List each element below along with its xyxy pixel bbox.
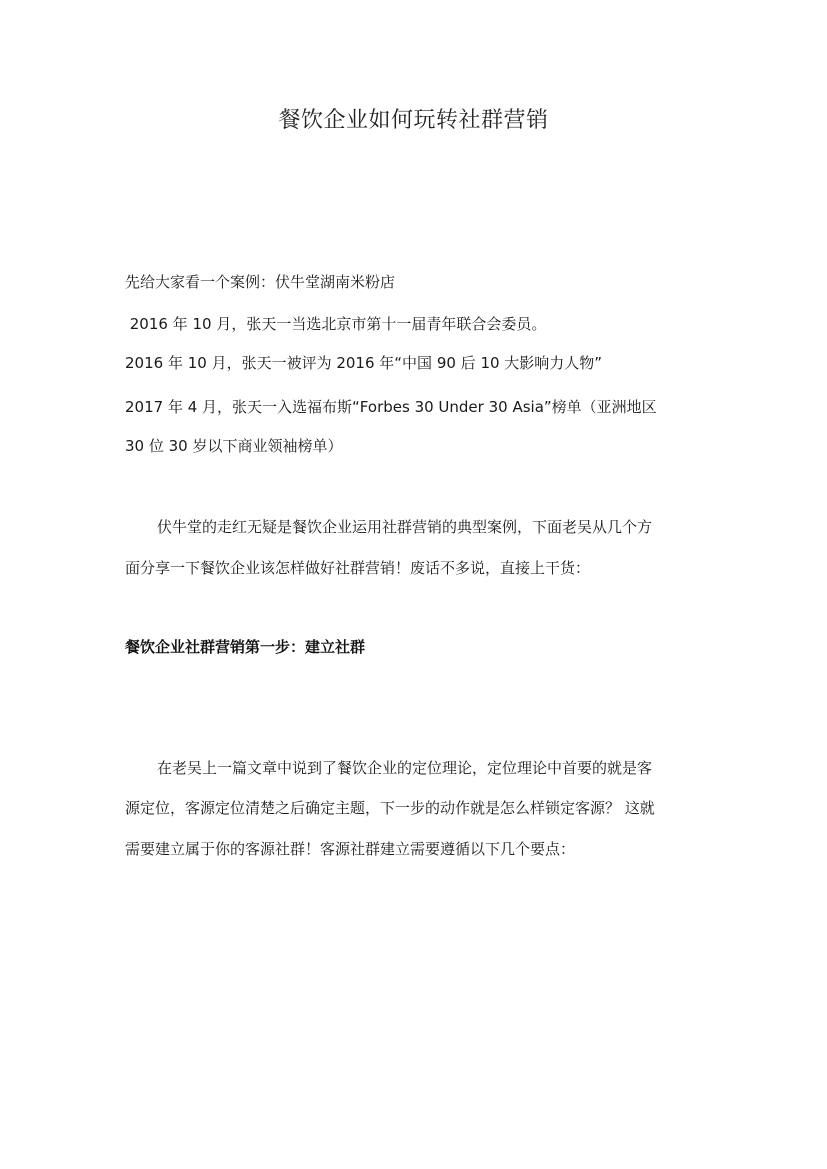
intro-line: 先给大家看一个案例：伏牛堂湖南米粉店 [125,273,396,291]
paragraph-line: 在老吴上一篇文章中说到了餐饮企业的定位理论，定位理论中首要的就是客 [157,759,653,777]
paragraph-line: 面分享一下餐饮企业该怎样做好社群营销！废话不多说，直接上干货： [125,559,591,577]
intro-line: 2016 年 10 月，张天一被评为 2016 年“中国 90 后 10 大影响力人物” [125,354,603,372]
paragraph-line: 伏牛堂的走红无疑是餐饮企业运用社群营销的典型案例，下面老吴从几个方 [157,518,653,536]
paragraph-line: 源定位，客源定位清楚之后确定主题，下一步的动作就是怎么样锁定客源？ 这就 [125,799,655,817]
section-heading: 餐饮企业社群营销第一步：建立社群 [125,638,366,656]
intro-line: 2017 年 4 月，张天一入选福布斯“Forbes 30 Under 30 Asia”榜单（亚洲地区 [125,398,657,416]
intro-line: 30 位 30 岁以下商业领袖榜单） [125,437,343,455]
paragraph-line: 需要建立属于你的客源社群！客源社群建立需要遵循以下几个要点： [125,840,576,858]
document-title: 餐饮企业如何玩转社群营销 [278,108,549,133]
intro-line: 2016 年 10 月，张天一当选北京市第十一届青年联合会委员。 [125,315,547,333]
